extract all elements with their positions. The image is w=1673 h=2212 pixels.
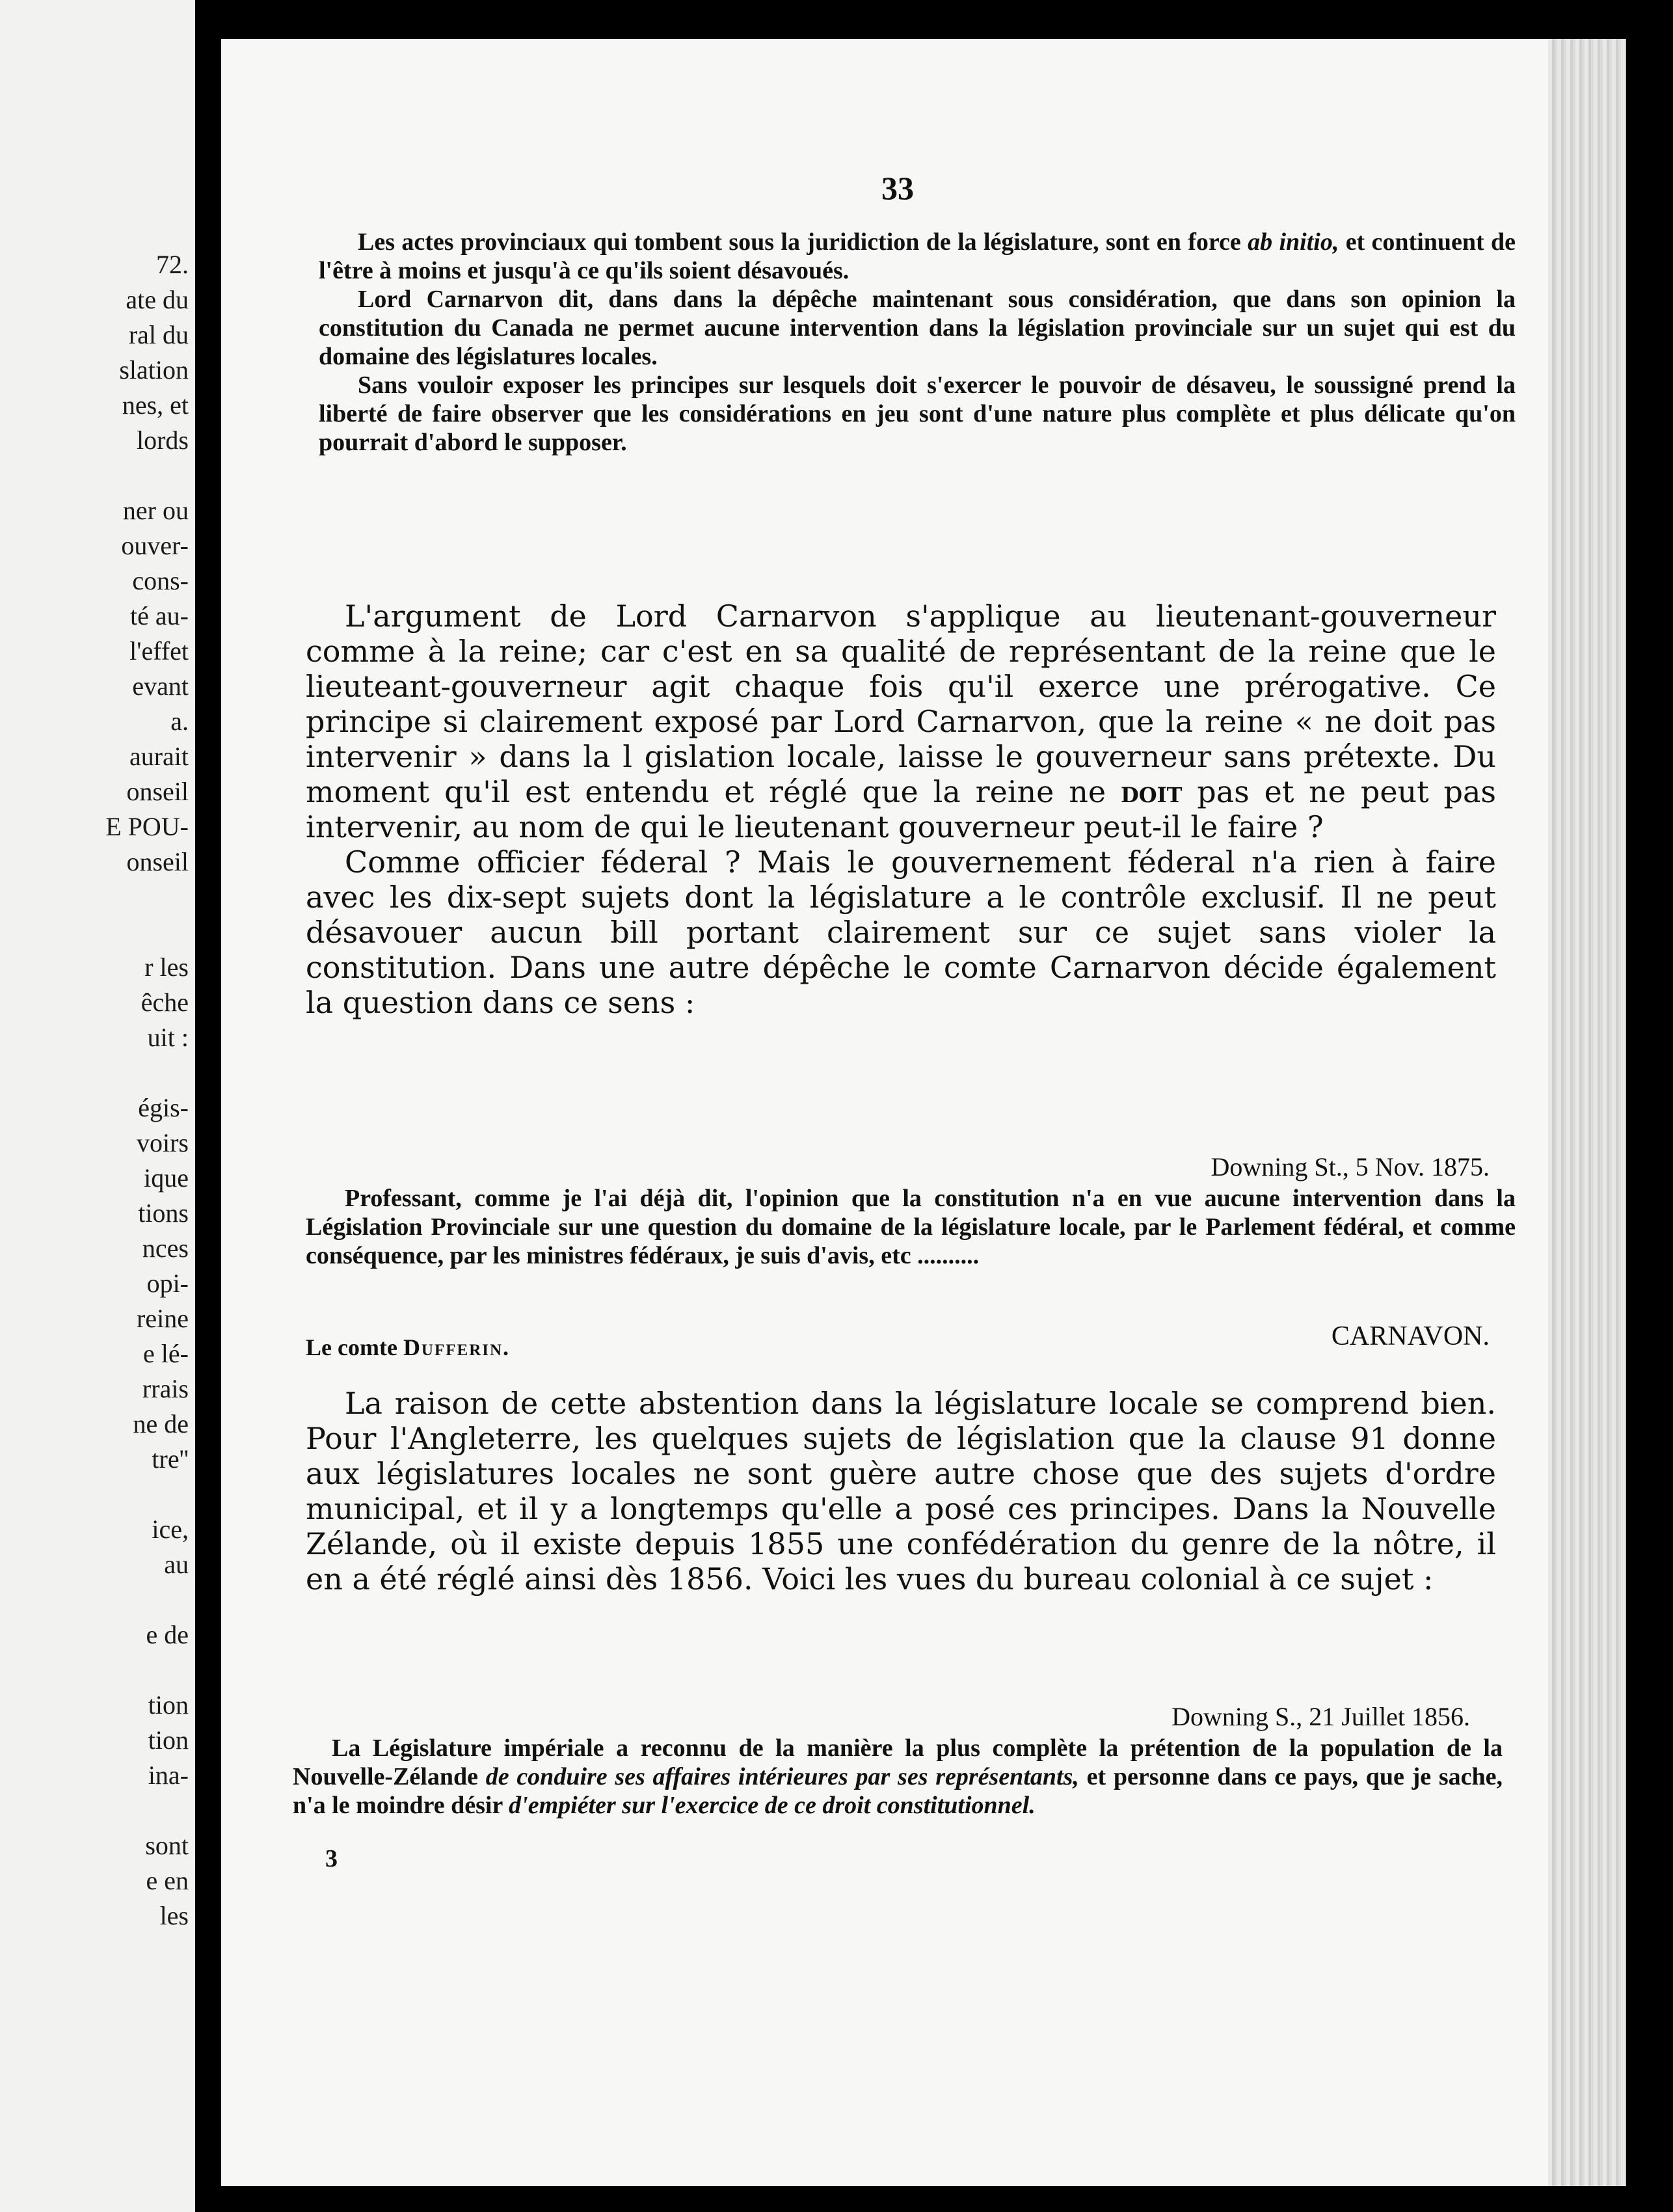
paragraph: Les actes provinciaux qui tombent sous la juridiction de la législature, sont en force ab initio, et continuent de l'être à moins et jusqu'à ce qu'ils soient désavoués.: [319, 228, 1516, 284]
page-edge-stack: [1548, 39, 1626, 2186]
small-text-block-1: [319, 228, 1516, 457]
signature: CARNAVON.: [1331, 1321, 1490, 1351]
paragraph: Sans vouloir exposer les principes sur lesquels doit s'exercer le pouvoir de désaveu, le soussigné prend la liberté de faire observer que les considérations en jeu sont d'une nature plus complète et plus délicate qu'on pourrait d'abord le supposer.: [319, 371, 1516, 456]
recipient-line: Le comte Dufferin.: [306, 1334, 511, 1360]
previous-page-fragment: [0, 0, 195, 2212]
document-page: [221, 39, 1626, 2186]
paragraph: Lord Carnarvon dit, dans dans la dépêche maintenant sous considération, que dans son opinion la constitution du Canada ne permet aucune intervention dans la législation provinciale sur un sujet qui est du domaine des législatures locales.: [319, 286, 1516, 370]
paragraph: L'argument de Lord Carnarvon s'applique au lieutenant-gouverneur comme à la reine; car c'est en sa qualité de représentant de la reine que le lieuteant-gouverneur agit chaque fois qu'il exerce une prérogative. Ce principe si clairement exposé par Lord Carnarvon, que la reine « ne doit pas intervenir » dans la l gislation locale, laisse le gouverneur sans prétexte. Du moment qu'il est entendu et réglé que la reine ne doit pas et ne peut pas intervenir, au nom de qui le lieutenant gouverneur peut-il le faire ?: [306, 599, 1497, 844]
paragraph: Professant, comme je l'ai déjà dit, l'opinion que la constitution n'a en vue aucune intervention dans la Législation Provinciale sur une question du domaine de la législature locale, par le Parlement fédéral, et comme conséquence, par les ministres fédéraux, je suis d'avis, etc ..........: [306, 1185, 1516, 1269]
quoted-dispatch-2: [293, 1734, 1503, 1820]
previous-page-text: 72. ate du ral du slation nes, et lords ner ou ouver- cons- té au- l'effet evant a. aurait onseil E POU- onseil r les êche uit : égis- voirs ique tions nces opi- reine e lé- rrais ne de tre'' ice, au e de tion tion ina- sont e en les: [105, 250, 189, 1930]
paragraph: Comme officier féderal ? Mais le gouvernement féderal n'a rien à faire avec les dix-sept sujets dont la législature a le contrôle exclusif. Il ne peut désavouer aucun bill portant clairement sur ce sujet sans violer la constitution. Dans une autre dépêche le comte Carnarvon décide également la question dans ce sens :: [306, 844, 1496, 1020]
page-number: 33: [881, 170, 914, 206]
main-text-block-1: [306, 599, 1496, 1020]
paragraph: La raison de cette abstention dans la législature locale se comprend bien. Pour l'Angleterre, les quelques sujets de législation que la clause 91 donne aux législatures locales ne sont guère autre chose que des sujets d'ordre municipal, et il y a longtemps qu'elle a posé ces principes. Dans la Nouvelle Zélande, où il existe depuis 1855 une confédération du genre de la nôtre, il en a été réglé ainsi dès 1856. Voici les vues du bureau colonial à ce sujet :: [306, 1386, 1496, 1597]
main-text-block-2: [306, 1386, 1496, 1597]
dateline: Downing St., 5 Nov. 1875.: [1211, 1152, 1490, 1181]
quoted-dispatch-1: [306, 1184, 1516, 1270]
signature-mark: 3: [325, 1845, 338, 1872]
paragraph: La Législature impériale a reconnu de la manière la plus complète la prétention de la population de la Nouvelle-Zélande de conduire ses affaires intérieures par ses représentants, et personne dans ce pays, que je sache, n'a le moindre désir d'empiéter sur l'exercice de ce droit constitutionnel.: [293, 1734, 1503, 1819]
dateline: Downing S., 21 Juillet 1856.: [1171, 1702, 1470, 1731]
